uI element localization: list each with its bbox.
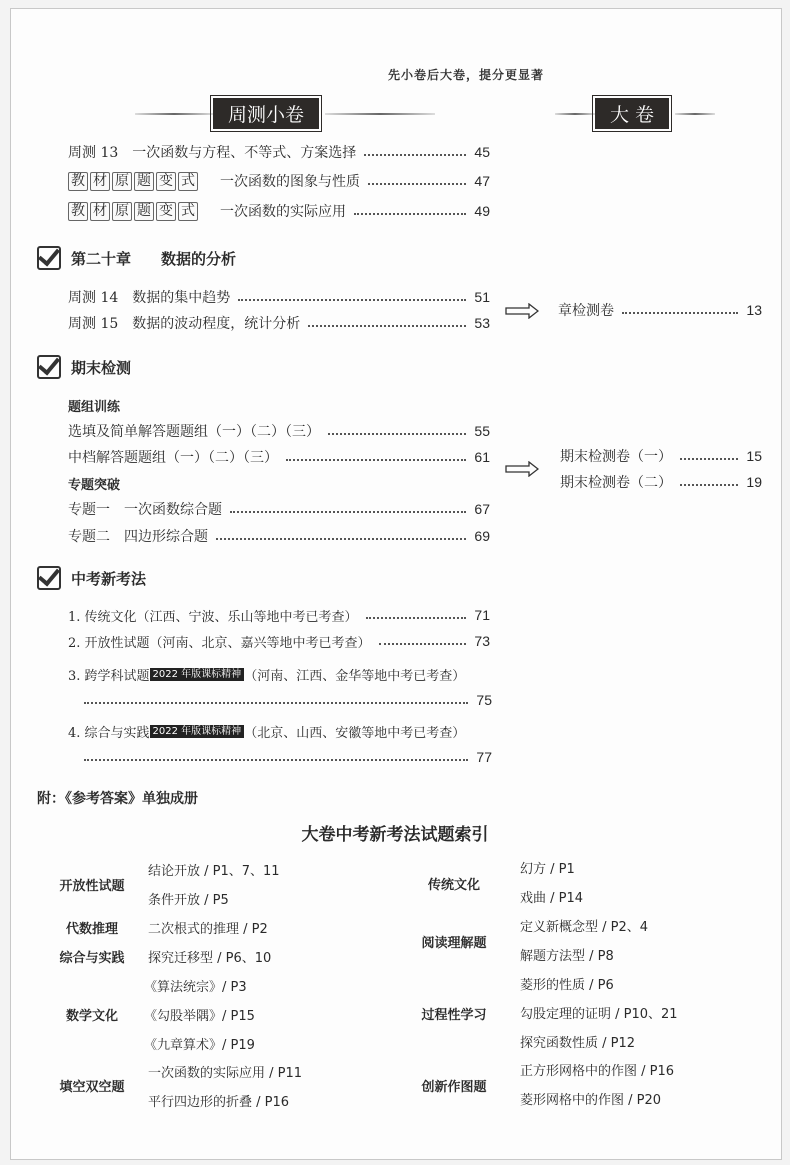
index-item: 《算法统宗》/ P3 bbox=[144, 980, 247, 995]
toc-row[interactable] bbox=[68, 313, 490, 333]
toc-page: 75 bbox=[476, 692, 492, 708]
toc-note: （北京、山西、安徽等地中考已考查） bbox=[244, 725, 466, 741]
index-item: 菱形的性质 / P6 bbox=[520, 978, 614, 993]
section-new-exam-methods bbox=[37, 566, 146, 590]
toc-page: 53 bbox=[474, 315, 490, 331]
index-category: 综合与实践 bbox=[59, 951, 125, 966]
index-item: 正方形网格中的作图 / P16 bbox=[520, 1064, 675, 1079]
toc-label: 选填及简单解答题题组（一）（二）（三） bbox=[68, 424, 320, 440]
textbook-variant-tag: 教 材 原 题 变 式 bbox=[68, 172, 198, 191]
header-big-test-label: 大 卷 bbox=[595, 98, 669, 129]
subsection-title: 专题突破 bbox=[68, 478, 121, 493]
section-final-exam bbox=[37, 355, 131, 379]
index-item: 探究函数性质 / P12 bbox=[520, 1036, 636, 1051]
toc-row[interactable] bbox=[68, 142, 490, 162]
toc-row[interactable] bbox=[68, 499, 490, 519]
section-title: 第二十章 数据的分析 bbox=[71, 249, 237, 268]
toc-page: 69 bbox=[474, 528, 490, 544]
toc-label: 期末检测卷（二） bbox=[560, 475, 672, 491]
index-item: 菱形网格中的作图 / P20 bbox=[520, 1093, 662, 1108]
toc-label: 专题一 一次函数综合题 bbox=[68, 502, 222, 518]
index-title: 大卷中考新考法试题索引 bbox=[301, 825, 489, 845]
toc-page: 67 bbox=[474, 501, 490, 517]
index-category: 阅读理解题 bbox=[421, 936, 487, 951]
header-weekly-quiz-label: 周测小卷 bbox=[213, 98, 319, 129]
toc-page: 71 bbox=[474, 607, 490, 623]
toc-leader-row[interactable] bbox=[84, 747, 492, 767]
toc-label: 周测 14 数据的集中趋势 bbox=[68, 290, 231, 306]
toc-row[interactable] bbox=[68, 526, 490, 546]
index-item: 探究迁移型 / P6、10 bbox=[148, 951, 272, 966]
index-item: 戏曲 / P14 bbox=[520, 891, 584, 906]
index-item: 平行四边形的折叠 / P16 bbox=[148, 1095, 290, 1110]
header-big-test bbox=[555, 98, 715, 129]
index-category: 传统文化 bbox=[427, 878, 480, 893]
subsection-title: 题组训练 bbox=[68, 400, 121, 415]
curriculum-badge: 2022 年版课标精神 bbox=[150, 725, 245, 738]
toc-row[interactable] bbox=[560, 446, 762, 466]
toc-page: 15 bbox=[746, 448, 762, 464]
toc-row[interactable] bbox=[68, 605, 490, 625]
toc-page: 77 bbox=[476, 749, 492, 765]
toc-row[interactable] bbox=[68, 721, 498, 741]
toc-label: 周测 13 一次函数与方程、不等式、方案选择 bbox=[68, 145, 357, 161]
curriculum-badge: 2022 年版课标精神 bbox=[150, 668, 245, 681]
index-item: 《勾股举隅》/ P15 bbox=[144, 1009, 255, 1024]
index-item: 二次根式的推理 / P2 bbox=[148, 922, 268, 937]
toc-row[interactable] bbox=[68, 287, 490, 307]
toc-page: 45 bbox=[474, 144, 490, 160]
toc-row[interactable] bbox=[68, 631, 490, 651]
toc-row[interactable] bbox=[68, 447, 490, 467]
toc-leader-row[interactable] bbox=[84, 690, 492, 710]
index-item: 定义新概念型 / P2、4 bbox=[520, 920, 649, 935]
toc-label: 2. 开放性试题（河南、北京、嘉兴等地中考已考查） bbox=[68, 635, 371, 651]
toc-page: 61 bbox=[474, 449, 490, 465]
index-category: 数学文化 bbox=[65, 1009, 118, 1024]
tagline: 先小卷后大卷，提分更显著 bbox=[388, 68, 545, 82]
index-category: 代数推理 bbox=[65, 922, 118, 937]
index-item: 结论开放 / P1、7、11 bbox=[148, 864, 280, 879]
toc-label: 1. 传统文化（江西、宁波、乐山等地中考已考查） bbox=[68, 609, 358, 625]
toc-label: 中档解答题题组（一）（二）（三） bbox=[68, 450, 278, 466]
toc-label: 章检测卷 bbox=[558, 303, 614, 319]
header-weekly-quiz bbox=[135, 98, 435, 129]
section-chapter-20 bbox=[37, 246, 236, 270]
toc-page: 73 bbox=[474, 633, 490, 649]
textbook-variant-tag: 教 材 原 题 变 式 bbox=[68, 202, 198, 221]
toc-page: 47 bbox=[474, 173, 490, 189]
index-category: 过程性学习 bbox=[421, 1008, 487, 1023]
toc-note: （河南、江西、金华等地中考已考查） bbox=[244, 668, 466, 684]
checkbox-icon bbox=[37, 355, 61, 379]
arrow-right-icon bbox=[505, 461, 539, 477]
toc-page: 51 bbox=[474, 289, 490, 305]
toc-row[interactable] bbox=[68, 664, 498, 684]
index-item: 条件开放 / P5 bbox=[148, 893, 229, 908]
index-item: 勾股定理的证明 / P10、21 bbox=[520, 1007, 678, 1022]
index-category: 创新作图题 bbox=[421, 1080, 487, 1095]
section-title: 期末检测 bbox=[71, 358, 132, 377]
toc-label: 一次函数的实际应用 bbox=[220, 204, 346, 220]
toc-label: 3. 跨学科试题 bbox=[68, 668, 150, 684]
toc-label: 4. 综合与实践 bbox=[68, 725, 150, 741]
checkbox-icon bbox=[37, 246, 61, 270]
checkbox-icon bbox=[37, 566, 61, 590]
toc-row[interactable] bbox=[68, 171, 490, 191]
index-category: 开放性试题 bbox=[59, 879, 125, 894]
toc-label: 周测 15 数据的波动程度，统计分析 bbox=[68, 316, 301, 332]
index-category: 填空双空题 bbox=[59, 1080, 125, 1095]
toc-page: 19 bbox=[746, 474, 762, 490]
toc-row[interactable] bbox=[68, 421, 490, 441]
toc-label: 专题二 四边形综合题 bbox=[68, 529, 208, 545]
toc-label: 期末检测卷（一） bbox=[560, 449, 672, 465]
toc-page: 13 bbox=[746, 302, 762, 318]
index-item: 解题方法型 / P8 bbox=[520, 949, 614, 964]
arrow-right-icon bbox=[505, 303, 539, 319]
toc-row[interactable] bbox=[558, 300, 762, 320]
index-item: 一次函数的实际应用 / P11 bbox=[148, 1066, 303, 1081]
index-item: 《九章算术》/ P19 bbox=[144, 1038, 255, 1053]
toc-page: 49 bbox=[474, 203, 490, 219]
toc-row[interactable] bbox=[560, 472, 762, 492]
toc-page: 55 bbox=[474, 423, 490, 439]
toc-row[interactable] bbox=[68, 201, 490, 221]
index-item: 幻方 / P1 bbox=[520, 862, 575, 877]
appendix-note: 附：《参考答案》单独成册 bbox=[37, 791, 198, 807]
section-title: 中考新考法 bbox=[71, 569, 147, 588]
toc-label: 一次函数的图象与性质 bbox=[220, 174, 360, 190]
